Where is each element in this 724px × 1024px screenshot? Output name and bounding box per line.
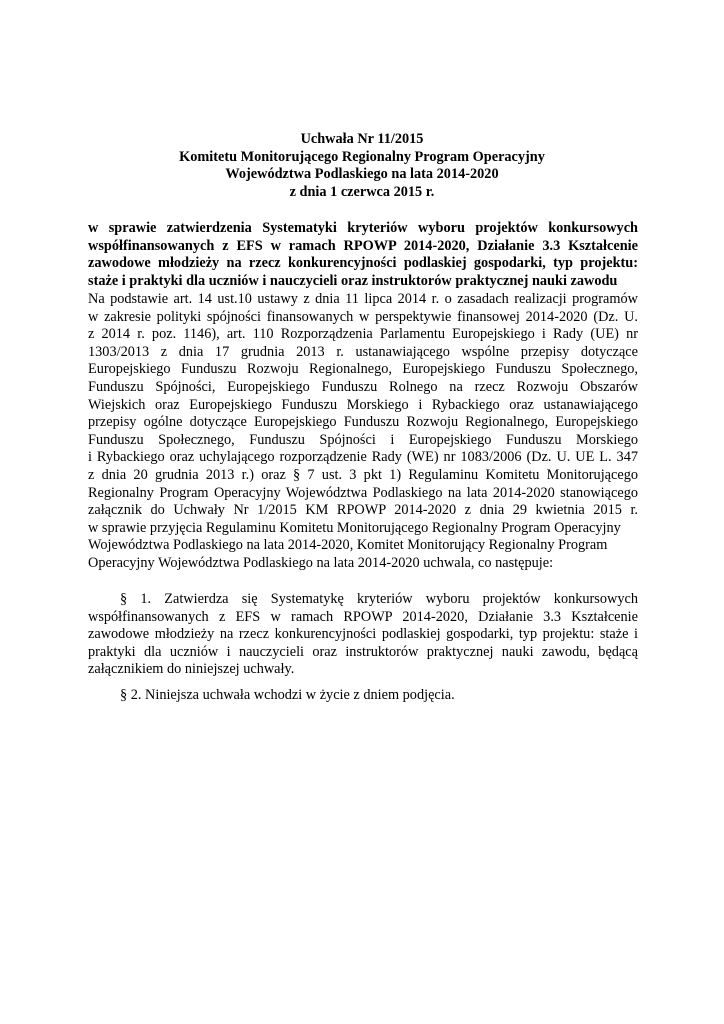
- preamble-line: w zakresie polityki spójności finansowanych w perspektywie finansowej 2014-2020 (Dz. U.: [88, 308, 638, 325]
- title-line-3: Województwa Podlaskiego na lata 2014-2020: [225, 166, 499, 183]
- preamble-line: Regionalny Program Operacyjny Województwa Podlaskiego na lata 2014-2020 stanowiącego: [88, 484, 638, 501]
- resolution-subject: [88, 220, 638, 290]
- subject-line: staże i praktyki dla uczniów i nauczycieli oraz instruktorów praktycznej nauki zawodu: [88, 272, 618, 289]
- section-1-line: zawodowe młodzieży na rzecz konkurencyjności podlaskiej gospodarki, typ projektu: staże i: [88, 626, 638, 643]
- legal-basis-paragraph: [88, 291, 638, 573]
- preamble-line: Funduszu Spójności, Europejskiego Funduszu Rolnego na rzecz Rozwoju Obszarów: [88, 378, 638, 395]
- preamble-line: Województwa Podlaskiego na lata 2014-2020, Komitet Monitorujący Regionalny Program: [88, 537, 608, 554]
- section-1-line: § 1. Zatwierdza się Systematykę kryteriów wyboru projektów konkursowych: [120, 591, 638, 607]
- preamble-line: z 2014 r. poz. 1146), art. 110 Rozporządzenia Parlamentu Europejskiego i Rady (UE) nr: [88, 326, 638, 343]
- preamble-line: Wiejskich oraz Europejskiego Funduszu Morskiego i Rybackiego oraz ustanawiającego: [88, 396, 638, 413]
- preamble-line: w sprawie przyjęcia Regulaminu Komitetu Monitorującego Regionalny Program Operacyjny: [88, 519, 621, 536]
- preamble-line: 1303/2013 z dnia 17 grudnia 2013 r. ustanawiającego wspólne przepisy dotyczące: [88, 343, 638, 360]
- section-1-line: załącznikiem do niniejszej uchwały.: [88, 661, 295, 678]
- title-line-2: Komitetu Monitorującego Regionalny Program Operacyjny: [179, 148, 545, 165]
- subject-line: współfinansowanych z EFS w ramach RPOWP 2014-2020, Działanie 3.3 Kształcenie: [88, 237, 638, 254]
- preamble-line: z dnia 20 grudnia 2013 r.) oraz § 7 ust. 3 pkt 1) Regulaminu Komitetu Monitorującego: [88, 466, 638, 483]
- preamble-line: załącznik do Uchwały Nr 1/2015 KM RPOWP 2014-2020 z dnia 29 kwietnia 2015 r.: [88, 502, 638, 519]
- preamble-line: Na podstawie art. 14 ust.10 ustawy z dnia 11 lipca 2014 r. o zasadach realizacji programów: [88, 291, 638, 307]
- section-1-line: współfinansowanych z EFS w ramach RPOWP 2014-2020, Działanie 3.3 Kształcenie: [88, 608, 638, 625]
- preamble-line: Operacyjny Województwa Podlaskiego na lata 2014-2020 uchwala, co następuje:: [88, 554, 554, 571]
- preamble-line: i Rybackiego oraz uchylającego rozporządzenie Rady (WE) nr 1083/2006 (Dz. U. UE L. 347: [88, 449, 638, 466]
- section-2-paragraph: [88, 687, 638, 705]
- subject-line: zawodowe młodzieży na rzecz konkurencyjności podlaskiej gospodarki, typ projektu:: [88, 255, 638, 272]
- resolution-title: [0, 131, 724, 201]
- section-2-line: § 2. Niniejsza uchwała wchodzi w życie z dniem podjęcia.: [120, 687, 455, 703]
- title-line-4: z dnia 1 czerwca 2015 r.: [289, 183, 435, 200]
- subject-line: w sprawie zatwierdzenia Systematyki kryteriów wyboru projektów konkursowych: [88, 220, 638, 236]
- section-1-line: praktyki dla uczniów i nauczycieli oraz instruktorów praktycznej nauki zawodu, będącą: [88, 643, 638, 660]
- title-line-1: Uchwała Nr 11/2015: [300, 131, 424, 147]
- preamble-line: Europejskiego Funduszu Rozwoju Regionalnego, Europejskiego Funduszu Społecznego,: [88, 361, 638, 378]
- section-1-paragraph: [88, 591, 638, 679]
- preamble-line: przepisy ogólne dotyczące Europejskiego Funduszu Rozwoju Regionalnego, Europejskiego: [88, 414, 638, 431]
- preamble-line: Funduszu Społecznego, Funduszu Spójności i Europejskiego Funduszu Morskiego: [88, 431, 638, 448]
